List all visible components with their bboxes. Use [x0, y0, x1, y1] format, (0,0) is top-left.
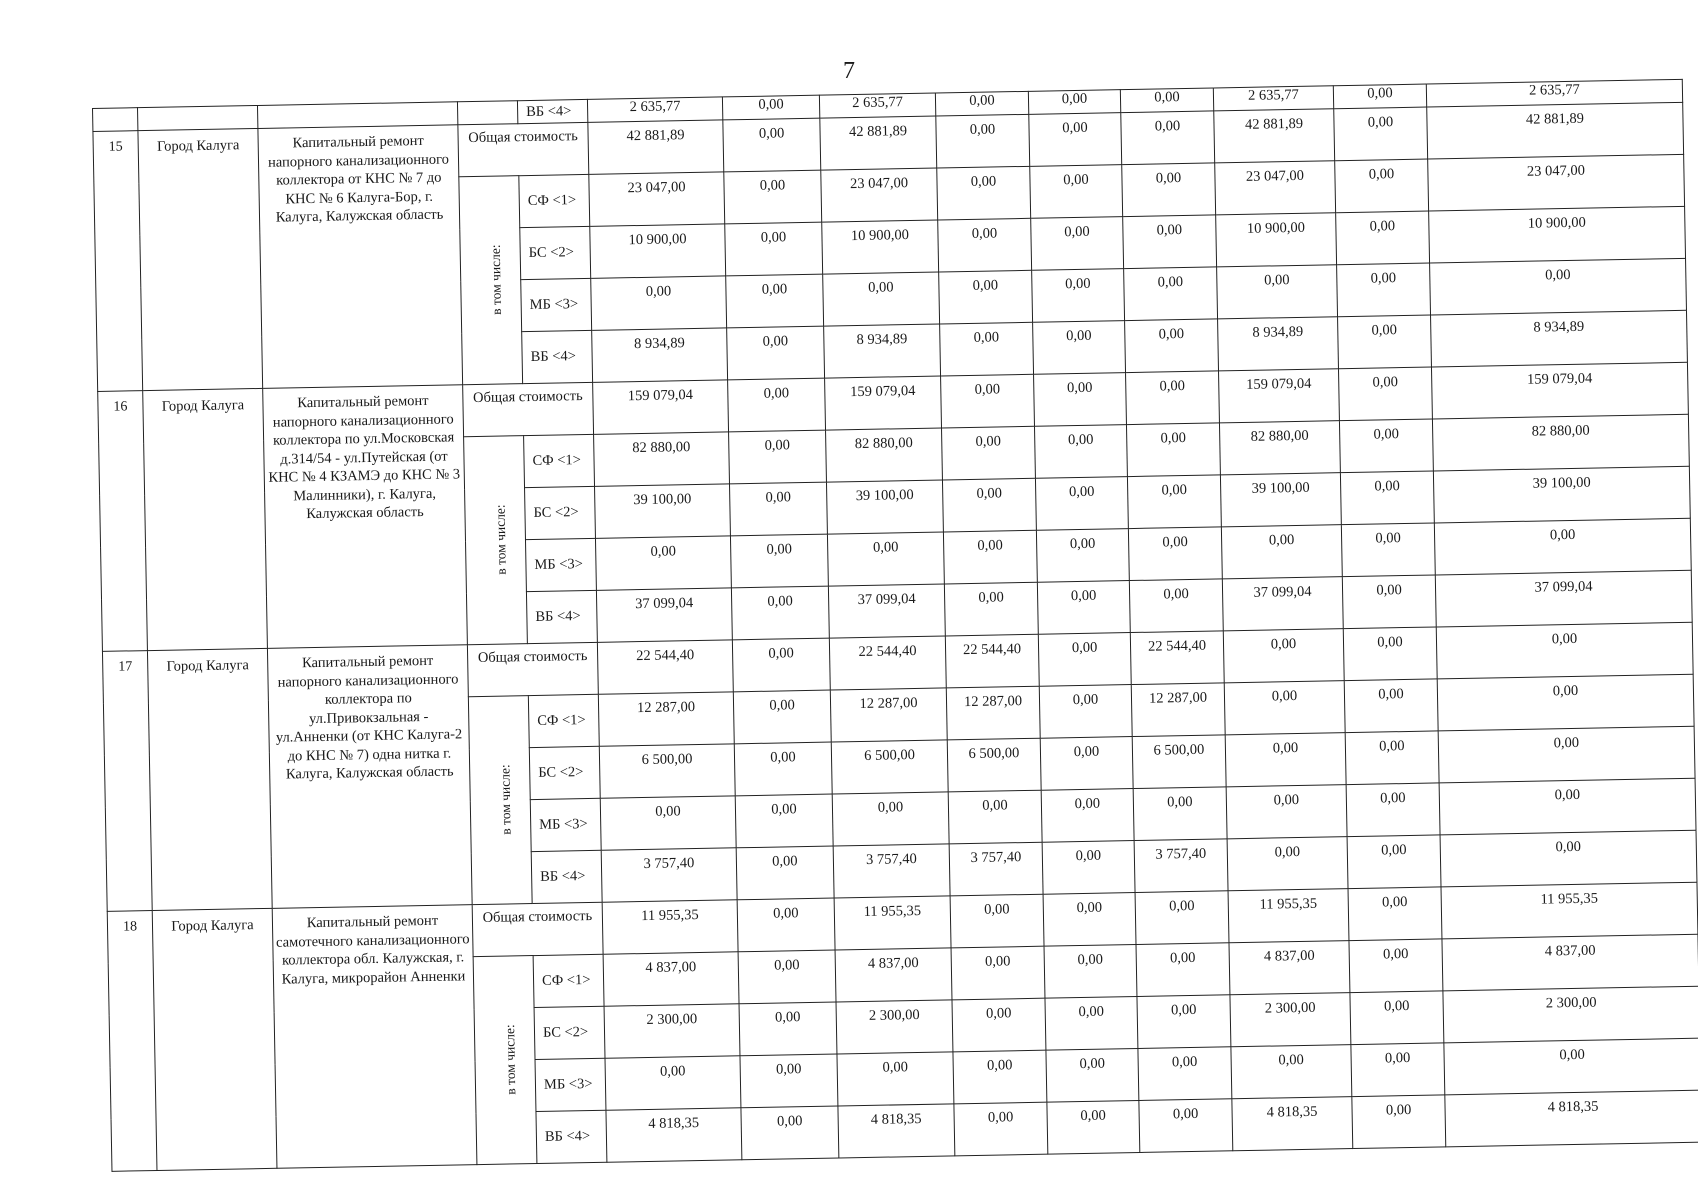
value-cell: 0,00 — [1351, 1043, 1445, 1097]
value-cell: 39 100,00 — [1220, 473, 1341, 527]
value-cell: 0,00 — [1128, 527, 1222, 581]
including-label: в том числе: — [502, 1024, 519, 1095]
total-value-cell: 0,00 — [723, 118, 821, 172]
project-number: 17 — [102, 651, 152, 912]
value-cell: 0,00 — [1340, 471, 1434, 525]
value-cell: 0,00 — [730, 534, 828, 588]
value-cell: 0,00 — [1035, 477, 1128, 531]
total-value-cell: 0,00 — [737, 898, 835, 952]
value-cell: 0,00 — [1037, 581, 1130, 635]
source-label: ВБ <4> — [531, 850, 602, 903]
value-cell: 0,00 — [1041, 789, 1134, 843]
value-cell: 0,00 — [1350, 991, 1444, 1045]
value-cell: 3 757,40 — [833, 844, 950, 898]
empty-cell — [457, 101, 517, 125]
value-cell: 0,00 — [943, 530, 1037, 584]
total-value-cell: 0,00 — [1223, 629, 1344, 683]
value-cell: 0,00 — [1430, 258, 1687, 315]
source-label: ВБ <4> — [517, 99, 587, 123]
project-description: Капитальный ремонт напорного канализационного коллектора по ул.Московская д.314/54 - ул.Путейская (от КНС № 4 КЗАМЭ до КНС № 3 Малинники), г. Калуга, Калужская область — [263, 385, 468, 649]
financing-table — [92, 79, 1698, 1172]
value-cell: 2 635,77 — [1213, 86, 1333, 111]
value-cell: 0,00 — [1226, 785, 1347, 839]
value-cell: 2 300,00 — [836, 1000, 953, 1054]
value-cell: 0,00 — [1444, 1038, 1698, 1095]
value-cell: 0,00 — [1124, 267, 1218, 321]
value-cell: 3 757,40 — [1134, 839, 1228, 893]
value-cell: 0,00 — [942, 478, 1036, 532]
value-cell: 0,00 — [1345, 731, 1439, 785]
value-cell: 0,00 — [1047, 1100, 1140, 1154]
total-value-cell: 22 544,40 — [829, 636, 946, 690]
value-cell: 0,00 — [1139, 1099, 1233, 1153]
value-cell: 2 300,00 — [1443, 986, 1698, 1043]
value-cell: 0,00 — [1333, 84, 1426, 109]
value-cell: 0,00 — [1042, 841, 1135, 895]
value-cell: 0,00 — [740, 1054, 838, 1108]
value-cell: 4 818,35 — [606, 1108, 742, 1162]
value-cell: 0,00 — [600, 796, 736, 850]
total-value-cell: 0,00 — [732, 638, 830, 692]
value-cell: 0,00 — [1225, 733, 1346, 787]
value-cell: 0,00 — [937, 166, 1031, 220]
total-value-cell: 0,00 — [1038, 633, 1131, 687]
value-cell: 8 934,89 — [824, 324, 941, 378]
value-cell: 0,00 — [1126, 423, 1220, 477]
value-cell: 0,00 — [1342, 575, 1436, 629]
value-cell: 10 900,00 — [590, 224, 726, 278]
total-value-cell: 0,00 — [936, 114, 1030, 168]
total-value-cell: 0,00 — [1135, 891, 1229, 945]
value-cell: 4 837,00 — [603, 952, 739, 1006]
value-cell: 0,00 — [1036, 529, 1129, 583]
value-cell: 0,00 — [1046, 1048, 1139, 1102]
value-cell: 23 047,00 — [821, 168, 938, 222]
value-cell: 12 287,00 — [946, 686, 1040, 740]
value-cell: 2 635,77 — [819, 93, 935, 118]
value-cell: 0,00 — [741, 1106, 839, 1160]
source-label: МБ <3> — [535, 1058, 606, 1111]
value-cell: 39 100,00 — [595, 484, 731, 538]
value-cell: 8 934,89 — [592, 328, 728, 382]
value-cell: 0,00 — [1349, 939, 1443, 993]
value-cell: 0,00 — [951, 946, 1045, 1000]
source-label: БС <2> — [534, 1006, 605, 1059]
value-cell: 0,00 — [1133, 787, 1227, 841]
total-value-cell: 0,00 — [1043, 893, 1136, 947]
value-cell: 0,00 — [1136, 943, 1230, 997]
value-cell: 0,00 — [1231, 1045, 1352, 1099]
source-label: СФ <1> — [519, 174, 590, 227]
total-value-cell: 42 881,89 — [1427, 102, 1684, 159]
source-label: БС <2> — [520, 226, 591, 279]
value-cell: 0,00 — [1347, 835, 1441, 889]
source-label: СФ <1> — [533, 954, 604, 1007]
value-cell: 0,00 — [1434, 518, 1691, 575]
value-cell: 0,00 — [726, 274, 824, 328]
value-cell: 0,00 — [1336, 211, 1430, 265]
total-value-cell: 159 079,04 — [1219, 369, 1340, 423]
value-cell: 0,00 — [1032, 269, 1125, 323]
value-cell: 0,00 — [1044, 945, 1137, 999]
value-cell: 0,00 — [944, 582, 1038, 636]
value-cell: 0,00 — [1123, 215, 1217, 269]
value-cell: 37 099,04 — [596, 588, 732, 642]
value-cell: 0,00 — [739, 1002, 837, 1056]
value-cell: 0,00 — [1039, 685, 1132, 739]
project-city: Город Калуга — [138, 128, 263, 390]
empty-cell — [138, 105, 258, 130]
value-cell: 2 635,77 — [587, 97, 722, 122]
source-label: СФ <1> — [528, 694, 599, 747]
value-cell: 0,00 — [1439, 778, 1696, 835]
total-value-cell: 42 881,89 — [820, 116, 937, 170]
value-cell: 0,00 — [935, 91, 1028, 116]
value-cell: 0,00 — [952, 998, 1046, 1052]
value-cell: 0,00 — [724, 170, 822, 224]
value-cell: 0,00 — [1040, 737, 1133, 791]
value-cell: 0,00 — [1440, 830, 1697, 887]
project-description: Капитальный ремонт напорного канализационного коллектора по ул.Привокзальная - ул.Анненки (от КНС Калуга-2 до КНС № 7) одна нитка г. Калуга, Калужская область — [267, 645, 472, 909]
total-value-cell: 0,00 — [941, 374, 1035, 428]
value-cell: 0,00 — [1033, 321, 1126, 375]
value-cell: 0,00 — [735, 794, 833, 848]
value-cell: 39 100,00 — [1433, 466, 1690, 523]
value-cell: 3 757,40 — [949, 842, 1043, 896]
including-label: в том числе: — [487, 244, 505, 315]
value-cell: 0,00 — [942, 426, 1036, 480]
value-cell: 0,00 — [1028, 90, 1120, 115]
value-cell: 0,00 — [953, 1050, 1047, 1104]
total-value-cell: 42 881,89 — [588, 120, 724, 174]
total-value-cell: 0,00 — [1034, 373, 1127, 427]
source-label: МБ <3> — [530, 798, 601, 851]
source-label: БС <2> — [529, 746, 600, 799]
source-label: МБ <3> — [525, 538, 596, 591]
total-value-cell: 0,00 — [1121, 111, 1215, 165]
including-label: в том числе: — [492, 504, 509, 575]
source-label: БС <2> — [525, 486, 596, 539]
value-cell: 0,00 — [729, 430, 827, 484]
total-value-cell: 22 544,40 — [597, 640, 733, 694]
value-cell: 0,00 — [1346, 783, 1440, 837]
value-cell: 0,00 — [725, 222, 823, 276]
value-cell: 12 287,00 — [598, 692, 734, 746]
source-label: ВБ <4> — [526, 590, 597, 643]
value-cell: 0,00 — [1129, 579, 1223, 633]
value-cell: 4 837,00 — [1229, 941, 1350, 995]
total-value-cell: 159 079,04 — [825, 376, 942, 430]
table-body — [93, 79, 1698, 1171]
project-number: 18 — [107, 911, 157, 1172]
total-value-cell: 0,00 — [1348, 887, 1442, 941]
value-cell: 0,00 — [1127, 475, 1221, 529]
value-cell: 4 818,35 — [1445, 1090, 1698, 1147]
project-description: Капитальный ремонт напорного канализационного коллектора от КНС № 7 до КНС № 6 Калуга-Бор, г. Калуга, Калужская область — [258, 125, 463, 389]
document-table-wrapper — [92, 79, 1698, 1172]
total-value-cell: 22 544,40 — [945, 634, 1039, 688]
project-number: 15 — [93, 131, 143, 392]
total-value-cell: 0,00 — [1436, 622, 1693, 679]
value-cell: 0,00 — [1344, 679, 1438, 733]
value-cell: 37 099,04 — [1435, 570, 1692, 627]
value-cell: 0,00 — [939, 270, 1033, 324]
value-cell: 0,00 — [1122, 163, 1216, 217]
value-cell: 0,00 — [1120, 88, 1213, 113]
value-cell: 4 818,35 — [838, 1104, 955, 1158]
value-cell: 0,00 — [1437, 674, 1694, 731]
value-cell: 0,00 — [733, 690, 831, 744]
source-label: МБ <3> — [521, 278, 592, 331]
total-value-cell: 22 544,40 — [1130, 631, 1224, 685]
project-description: Капитальный ремонт самотечного канализационного коллектора обл. Калужская, г. Калуга, микрорайон Анненки — [272, 905, 477, 1169]
value-cell: 0,00 — [823, 272, 940, 326]
total-value-cell: 11 955,35 — [1441, 882, 1698, 939]
value-cell: 0,00 — [731, 586, 829, 640]
value-cell: 3 757,40 — [601, 848, 737, 902]
value-cell: 10 900,00 — [1429, 206, 1686, 263]
value-cell: 23 047,00 — [1428, 154, 1685, 211]
empty-cell — [93, 108, 138, 132]
value-cell: 23 047,00 — [1215, 161, 1336, 215]
value-cell: 82 880,00 — [1432, 414, 1689, 471]
value-cell: 2 300,00 — [1230, 993, 1351, 1047]
value-cell: 37 099,04 — [828, 584, 945, 638]
value-cell: 0,00 — [1352, 1095, 1446, 1149]
total-cost-label: Общая стоимость — [463, 382, 594, 436]
value-cell: 2 300,00 — [604, 1004, 740, 1058]
value-cell: 0,00 — [605, 1056, 741, 1110]
value-cell: 6 500,00 — [831, 740, 948, 794]
value-cell: 4 837,00 — [835, 948, 952, 1002]
value-cell: 8 934,89 — [1431, 310, 1688, 367]
including-label-cell — [473, 956, 537, 1165]
value-cell: 39 100,00 — [826, 480, 943, 534]
total-value-cell: 42 881,89 — [1214, 109, 1335, 163]
total-value-cell: 159 079,04 — [1431, 362, 1688, 419]
value-cell: 6 500,00 — [599, 744, 735, 798]
value-cell: 0,00 — [940, 322, 1034, 376]
value-cell: 82 880,00 — [1219, 421, 1340, 475]
page-number: 7 — [843, 58, 855, 84]
value-cell: 0,00 — [1031, 217, 1124, 271]
value-cell: 0,00 — [1217, 265, 1338, 319]
value-cell: 10 900,00 — [822, 220, 939, 274]
value-cell: 2 635,77 — [1426, 79, 1682, 107]
value-cell: 0,00 — [595, 536, 731, 590]
including-label: в том числе: — [497, 764, 514, 835]
total-value-cell: 11 955,35 — [1228, 889, 1349, 943]
project-number: 16 — [98, 391, 148, 652]
total-cost-label: Общая стоимость — [458, 122, 589, 176]
total-value-cell: 0,00 — [1126, 371, 1220, 425]
value-cell: 37 099,04 — [1222, 577, 1343, 631]
value-cell: 0,00 — [591, 276, 727, 330]
value-cell: 82 880,00 — [594, 432, 730, 486]
value-cell: 4 818,35 — [1232, 1097, 1353, 1151]
value-cell: 0,00 — [1138, 1047, 1232, 1101]
value-cell: 0,00 — [727, 326, 825, 380]
source-label: СФ <1> — [524, 434, 595, 487]
value-cell: 0,00 — [1338, 315, 1432, 369]
value-cell: 0,00 — [736, 846, 834, 900]
value-cell: 0,00 — [722, 95, 819, 120]
value-cell: 0,00 — [1125, 319, 1219, 373]
value-cell: 0,00 — [1341, 523, 1435, 577]
total-value-cell: 11 955,35 — [602, 900, 738, 954]
value-cell: 0,00 — [1227, 837, 1348, 891]
total-value-cell: 0,00 — [1338, 367, 1432, 421]
value-cell: 0,00 — [734, 742, 832, 796]
value-cell: 82 880,00 — [826, 428, 943, 482]
total-value-cell: 0,00 — [1029, 113, 1122, 167]
value-cell: 0,00 — [1224, 681, 1345, 735]
total-cost-label: Общая стоимость — [467, 642, 598, 696]
total-value-cell: 0,00 — [1343, 627, 1437, 681]
value-cell: 0,00 — [837, 1052, 954, 1106]
value-cell: 0,00 — [1137, 995, 1231, 1049]
project-city: Город Калуга — [147, 648, 272, 910]
including-label-cell — [464, 436, 528, 645]
total-value-cell: 0,00 — [1334, 107, 1428, 161]
value-cell: 4 837,00 — [1442, 934, 1698, 991]
value-cell: 0,00 — [1337, 263, 1431, 317]
value-cell: 0,00 — [729, 482, 827, 536]
source-label: ВБ <4> — [536, 1110, 607, 1163]
project-city: Город Калуга — [143, 388, 268, 650]
total-value-cell: 0,00 — [950, 894, 1044, 948]
including-label-cell — [468, 696, 532, 905]
source-label: ВБ <4> — [522, 330, 593, 383]
total-value-cell: 0,00 — [728, 378, 826, 432]
value-cell: 12 287,00 — [1131, 683, 1225, 737]
value-cell: 0,00 — [832, 792, 949, 846]
value-cell: 0,00 — [827, 532, 944, 586]
total-cost-label: Общая стоимость — [472, 902, 603, 956]
total-value-cell: 11 955,35 — [834, 896, 951, 950]
value-cell: 6 500,00 — [1132, 735, 1226, 789]
value-cell: 0,00 — [1030, 165, 1123, 219]
value-cell: 0,00 — [1045, 997, 1138, 1051]
value-cell: 23 047,00 — [589, 172, 725, 226]
value-cell: 0,00 — [738, 950, 836, 1004]
value-cell: 0,00 — [1438, 726, 1695, 783]
total-value-cell: 159 079,04 — [593, 380, 729, 434]
including-label-cell — [459, 176, 523, 385]
value-cell: 6 500,00 — [947, 738, 1041, 792]
value-cell: 0,00 — [948, 790, 1042, 844]
value-cell: 0,00 — [1034, 425, 1127, 479]
value-cell: 8 934,89 — [1218, 317, 1339, 371]
value-cell: 0,00 — [938, 218, 1032, 272]
value-cell: 10 900,00 — [1216, 213, 1337, 267]
value-cell: 0,00 — [1221, 525, 1342, 579]
value-cell: 0,00 — [1339, 419, 1433, 473]
value-cell: 0,00 — [954, 1102, 1048, 1156]
value-cell: 12 287,00 — [830, 688, 947, 742]
value-cell: 0,00 — [1335, 159, 1429, 213]
project-city: Город Калуга — [152, 908, 277, 1170]
